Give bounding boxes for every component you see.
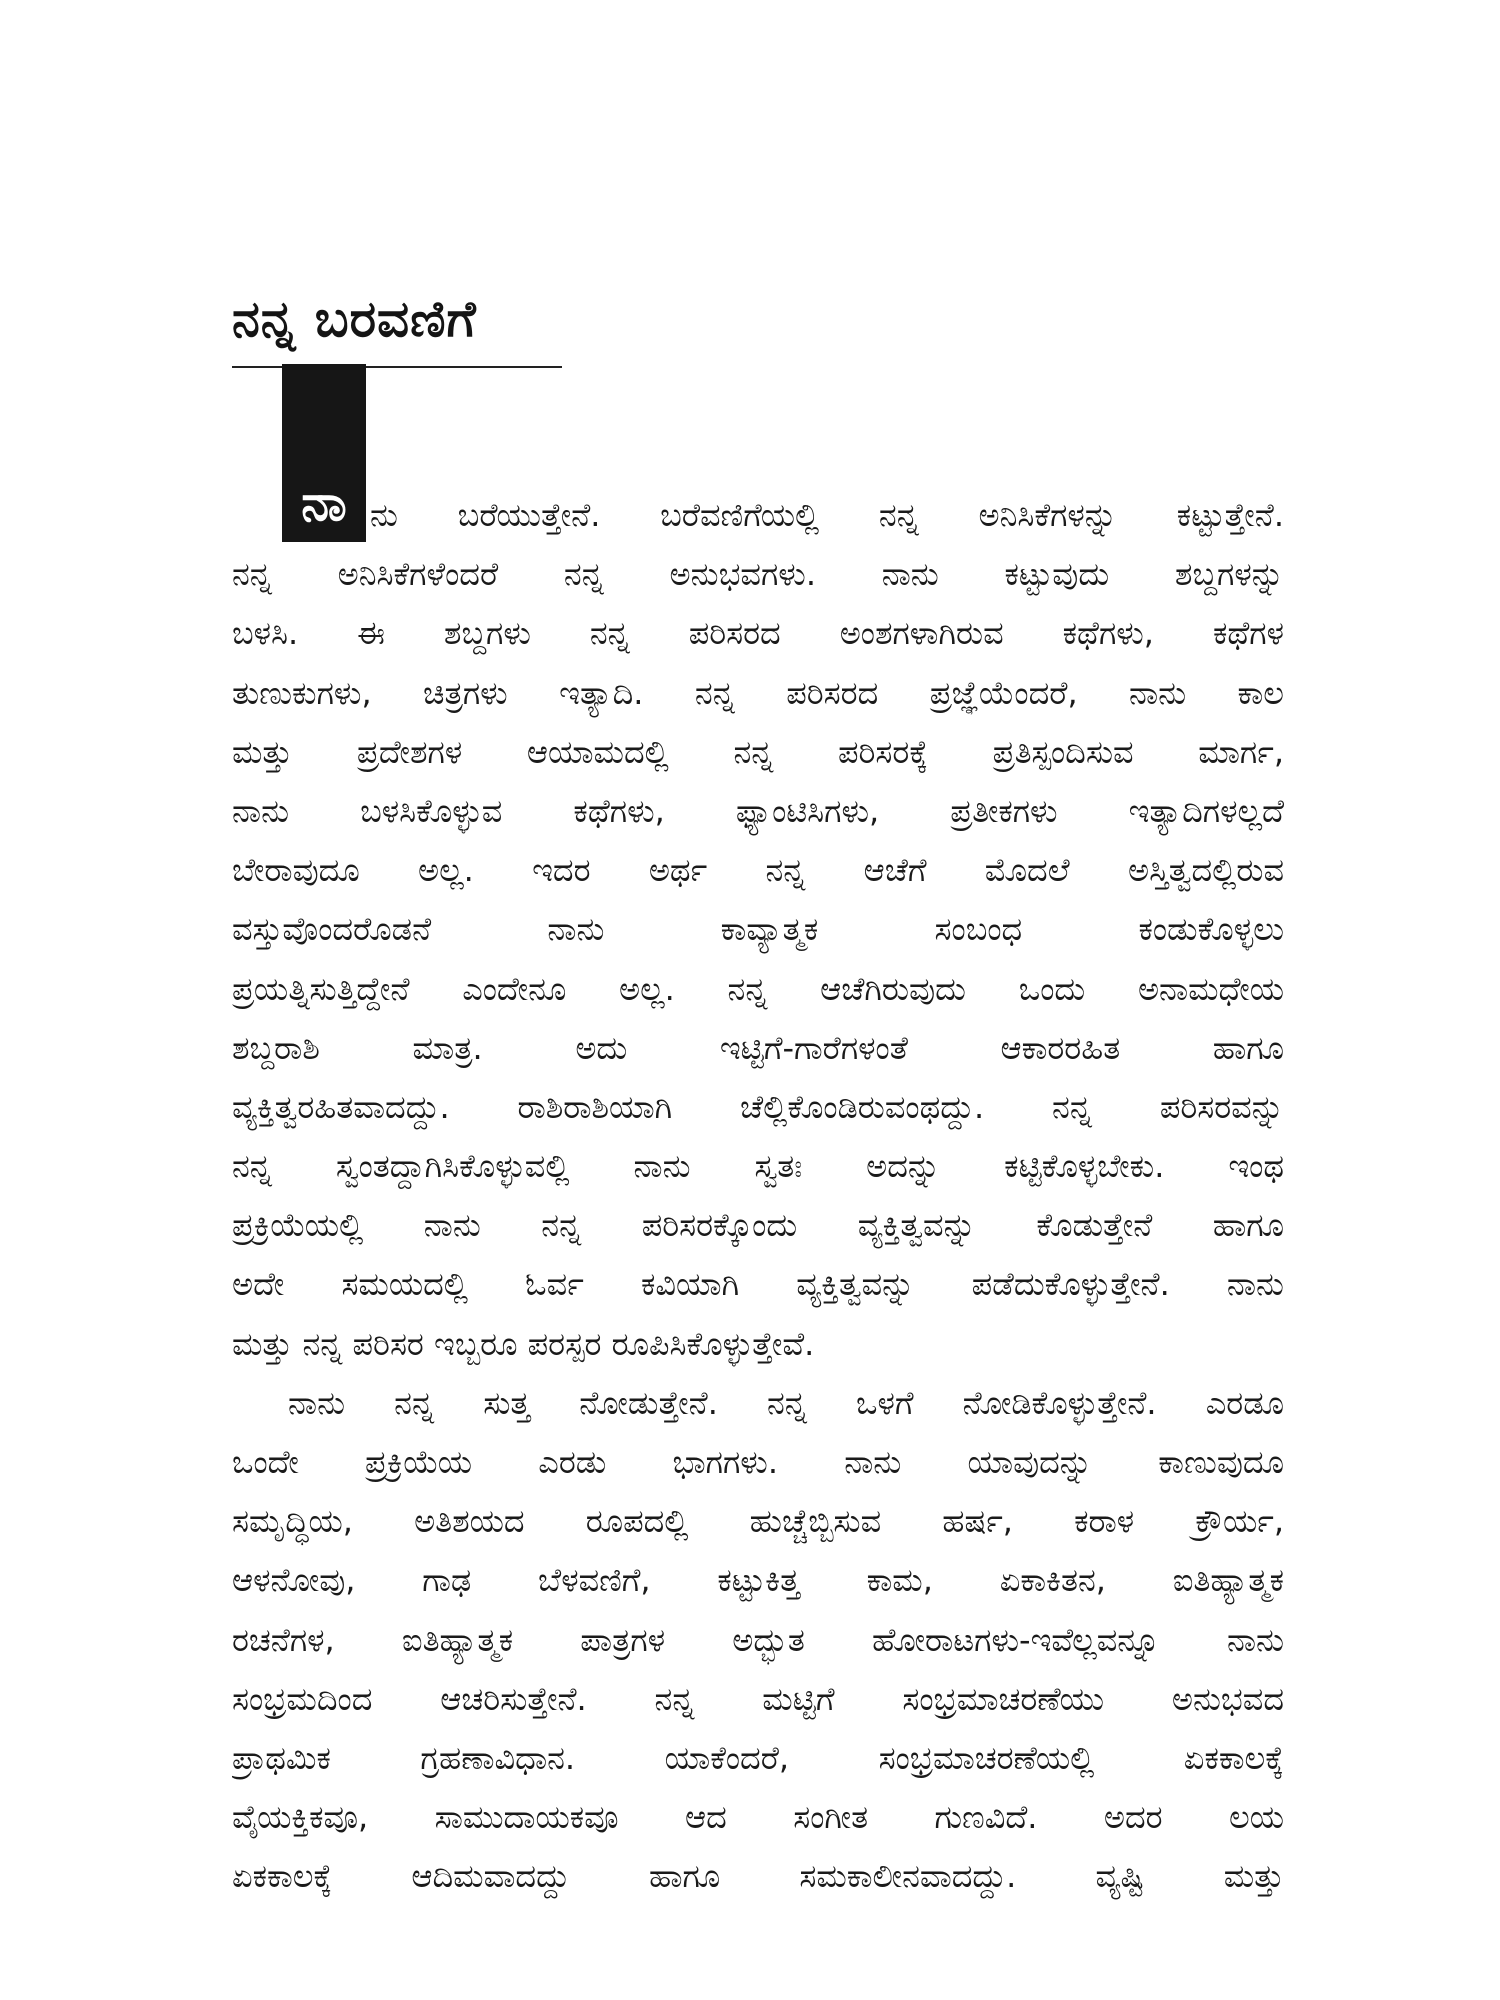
body-text: [232, 486, 1284, 1907]
text-line: ವೈಯಕ್ತಿಕವೂ, ಸಾಮುದಾಯಕವೂ ಆದ ಸಂಗೀತ ಗುಣವಿದೆ. ಅದರ ಲಯ: [232, 1798, 1284, 1837]
text-line: ಮತ್ತು ಪ್ರದೇಶಗಳ ಆಯಾಮದಲ್ಲಿ ನನ್ನ ಪರಿಸರಕ್ಕೆ ಪ್ರತಿಸ್ಪಂದಿಸುವ ಮಾರ್ಗ,: [232, 732, 1284, 771]
text-line: ಮತ್ತು ನನ್ನ ಪರಿಸರ ಇಬ್ಬರೂ ಪರಸ್ಪರ ರೂಪಿಸಿಕೊಳ್ಳುತ್ತೇವೆ.: [232, 1324, 815, 1363]
paragraph: [232, 486, 1284, 1374]
text-line: ಪ್ರಕ್ರಿಯೆಯಲ್ಲಿ ನಾನು ನನ್ನ ಪರಿಸರಕ್ಕೊಂದು ವ್ಯಕ್ತಿತ್ವವನ್ನು ಕೊಡುತ್ತೇನೆ ಹಾಗೂ: [232, 1206, 1284, 1245]
drop-cap-letter: ನಾ: [301, 474, 347, 532]
text-line: ತುಣುಕುಗಳು, ಚಿತ್ರಗಳು ಇತ್ಯಾದಿ. ನನ್ನ ಪರಿಸರದ ಪ್ರಜ್ಞೆಯೆಂದರೆ, ನಾನು ಕಾಲ: [232, 673, 1284, 712]
text-line: ನನ್ನ ಅನಿಸಿಕೆಗಳೆಂದರೆ ನನ್ನ ಅನುಭವಗಳು. ನಾನು ಕಟ್ಟುವುದು ಶಬ್ದಗಳನ್ನು: [232, 555, 1284, 594]
text-line: ಅದೇ ಸಮಯದಲ್ಲಿ ಓರ್ವ ಕವಿಯಾಗಿ ವ್ಯಕ್ತಿತ್ವವನ್ನು ಪಡೆದುಕೊಳ್ಳುತ್ತೇನೆ. ನಾನು: [232, 1265, 1284, 1304]
text-line: ಸಮೃದ್ಧಿಯ, ಅತಿಶಯದ ರೂಪದಲ್ಲಿ ಹುಚ್ಚೆಬ್ಬಿಸುವ ಹರ್ಷ, ಕರಾಳ ಕ್ರೌರ್ಯ,: [232, 1502, 1284, 1541]
text-line: ಪ್ರಾಥಮಿಕ ಗ್ರಹಣಾವಿಧಾನ. ಯಾಕೆಂದರೆ, ಸಂಭ್ರಮಾಚರಣೆಯಲ್ಲಿ ಏಕಕಾಲಕ್ಕೆ: [232, 1738, 1284, 1777]
text-line: ಬಳಸಿ. ಈ ಶಬ್ದಗಳು ನನ್ನ ಪರಿಸರದ ಅಂಶಗಳಾಗಿರುವ ಕಥೆಗಳು, ಕಥೆಗಳ: [232, 614, 1284, 653]
text-line: ಸಂಭ್ರಮದಿಂದ ಆಚರಿಸುತ್ತೇನೆ. ನನ್ನ ಮಟ್ಟಿಗೆ ಸಂಭ್ರಮಾಚರಣೆಯು ಅನುಭವದ: [232, 1679, 1284, 1718]
text-line: ವ್ಯಕ್ತಿತ್ವರಹಿತವಾದದ್ದು. ರಾಶಿರಾಶಿಯಾಗಿ ಚೆಲ್ಲಿಕೊಂಡಿರುವಂಥದ್ದು. ನನ್ನ ಪರಿಸರವನ್ನು: [232, 1087, 1284, 1126]
text-line: ಆಳನೋವು, ಗಾಢ ಬೆಳವಣಿಗೆ, ಕಟ್ಟುಕಿತ್ತ ಕಾಮ, ಏಕಾಕಿತನ, ಐತಿಹ್ಯಾತ್ಮಕ: [232, 1561, 1284, 1600]
text-line: ಏಕಕಾಲಕ್ಕೆ ಆದಿಮವಾದದ್ದು ಹಾಗೂ ಸಮಕಾಲೀನವಾದದ್ದು. ವ್ಯಷ್ಟಿ ಮತ್ತು: [232, 1857, 1284, 1896]
text-line: ಶಬ್ದರಾಶಿ ಮಾತ್ರ. ಅದು ಇಟ್ಟಿಗೆ-ಗಾರೆಗಳಂತೆ ಆಕಾರರಹಿತ ಹಾಗೂ: [232, 1028, 1284, 1067]
text-line: ನನ್ನ ಸ್ವಂತದ್ದಾಗಿಸಿಕೊಳ್ಳುವಲ್ಲಿ ನಾನು ಸ್ವತಃ ಅದನ್ನು ಕಟ್ಟಿಕೊಳ್ಳಬೇಕು. ಇಂಥ: [232, 1147, 1284, 1186]
text-line: ವಸ್ತುವೊಂದರೊಡನೆ ನಾನು ಕಾವ್ಯಾತ್ಮಕ ಸಂಬಂಧ ಕಂಡುಕೊಳ್ಳಲು: [232, 910, 1284, 949]
text-line: ನು ಬರೆಯುತ್ತೇನೆ. ಬರೆವಣಿಗೆಯಲ್ಲಿ ನನ್ನ ಅನಿಸಿಕೆಗಳನ್ನು ಕಟ್ಟುತ್ತೇನೆ.: [370, 496, 1284, 534]
chapter-title: ನನ್ನ ಬರವಣಿಗೆ: [232, 290, 477, 348]
text-line: ನಾನು ನನ್ನ ಸುತ್ತ ನೋಡುತ್ತೇನೆ. ನನ್ನ ಒಳಗೆ ನೋಡಿಕೊಳ್ಳುತ್ತೇನೆ. ಎರಡೂ: [288, 1383, 1284, 1422]
text-line: ರಚನೆಗಳ, ಐತಿಹ್ಯಾತ್ಮಕ ಪಾತ್ರಗಳ ಅದ್ಭುತ ಹೋರಾಟಗಳು-ಇವೆಲ್ಲವನ್ನೂ ನಾನು: [232, 1620, 1284, 1659]
text-line: ಒಂದೇ ಪ್ರಕ್ರಿಯೆಯ ಎರಡು ಭಾಗಗಳು. ನಾನು ಯಾವುದನ್ನು ಕಾಣುವುದೂ: [232, 1443, 1284, 1481]
text-line: ಬೇರಾವುದೂ ಅಲ್ಲ. ಇದರ ಅರ್ಥ ನನ್ನ ಆಚೆಗೆ ಮೊದಲೆ ಅಸ್ತಿತ್ವದಲ್ಲಿರುವ: [232, 851, 1284, 890]
text-line: ಪ್ರಯತ್ನಿಸುತ್ತಿದ್ದೇನೆ ಎಂದೇನೂ ಅಲ್ಲ. ನನ್ನ ಆಚೆಗಿರುವುದು ಒಂದು ಅನಾಮಧೇಯ: [232, 969, 1284, 1008]
text-line: ನಾನು ಬಳಸಿಕೊಳ್ಳುವ ಕಥೆಗಳು, ಫ್ಯಾಂಟಿಸಿಗಳು, ಪ್ರತೀಕಗಳು ಇತ್ಯಾದಿಗಳಲ್ಲದೆ: [232, 791, 1284, 830]
paragraph: [232, 1374, 1284, 1907]
